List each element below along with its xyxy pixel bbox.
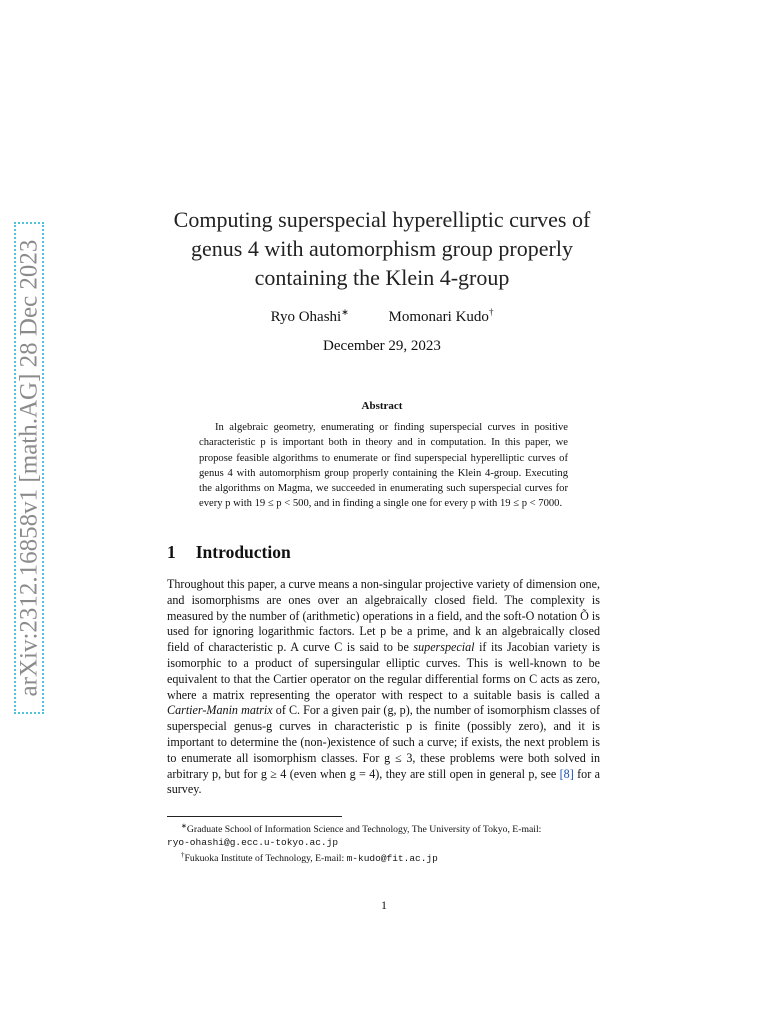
footnotes	[167, 820, 600, 865]
title-line: containing the Klein 4-group	[254, 265, 510, 290]
term-superspecial: superspecial	[413, 640, 475, 655]
page-number: 1	[381, 898, 387, 912]
author-footnote-mark[interactable]: ∗	[341, 307, 349, 317]
footnote-divider	[167, 816, 342, 817]
footnote-ohashi: ∗Graduate School of Information Science and Technology, The University of Tokyo, E-mail: ryo-ohashi@g.ecc.u-tokyo.ac.jp	[167, 822, 542, 849]
section-number: 1	[167, 542, 176, 562]
section-heading	[167, 542, 291, 563]
author-list	[150, 307, 614, 326]
abstract-heading: Abstract	[361, 400, 403, 412]
abstract-body: In algebraic geometry, enumerating or finding superspecial curves in positive characteristic p is important both in theory and in computation. In this paper, we propose feasible algorithms to enumerate or find superspecial hyperelliptic curves of genus 4 with automorphism group properly containing the Klein 4-group. Executing the algorithms on Magma, we succeeded in enumerating such superspecial curves for every p with 19 ≤ p < 500, and in finding a single one for every p with 19 ≤ p < 7000.	[199, 422, 568, 510]
title-line: Computing superspecial hyperelliptic curves of	[173, 207, 591, 232]
author-kudo: Momonari Kudo†	[388, 307, 494, 325]
author-ohashi: Ryo Ohashi∗	[270, 307, 349, 325]
arxiv-stamp[interactable]	[14, 222, 44, 714]
paper-title	[150, 205, 614, 292]
citation-link[interactable]: [8]	[559, 766, 574, 781]
footnote-kudo: †Fukuoka Institute of Technology, E-mail: m-kudo@fit.ac.jp	[181, 851, 438, 865]
section-title: Introduction	[195, 542, 291, 562]
arxiv-identifier: arXiv:2312.16858v1 [math.AG] 28 Dec 2023	[15, 239, 42, 697]
author-footnote-mark[interactable]: †	[488, 307, 494, 317]
email-kudo[interactable]: m-kudo@fit.ac.jp	[346, 853, 438, 865]
title-line: genus 4 with automorphism group properly	[191, 236, 573, 261]
intro-paragraph: Throughout this paper, a curve means a non-singular projective variety of dimension one, and isomorphisms are ones over an algebraically closed field. The complexity is measured by the number of (arithmetic) operations in a field, and the soft-O notation Õ is used for ignoring logarithmic factors. Let p be a prime, and k an algebraically closed field of characteristic p. A curve C is said to be superspecial if its Jacobian variety is isomorphic to a product of supersingular elliptic curves. This is well-known to be equivalent to that the Cartier operator on the regular differential forms on C acts as zero, where a matrix representing the operator with respect to a suitable basis is called a Cartier-Manin matrix of C. For a given pair (g, p), the number of isomorphism classes of superspecial genus-g curves in characteristic p is finite (possibly zero), and it is important to determine the (non-)existence of such a curve; if exists, the next problem is to enumerate all isomorphism classes. For g ≤ 3, these problems were both solved in arbitrary p, but for g ≥ 4 (even when g = 4), they are still open in general p, see [8] for a survey.	[167, 577, 601, 797]
term-cartier-manin: Cartier-Manin matrix	[167, 703, 273, 718]
email-ohashi[interactable]: ryo-ohashi@g.ecc.u-tokyo.ac.jp	[167, 837, 339, 849]
publication-date: December 29, 2023	[323, 338, 441, 354]
